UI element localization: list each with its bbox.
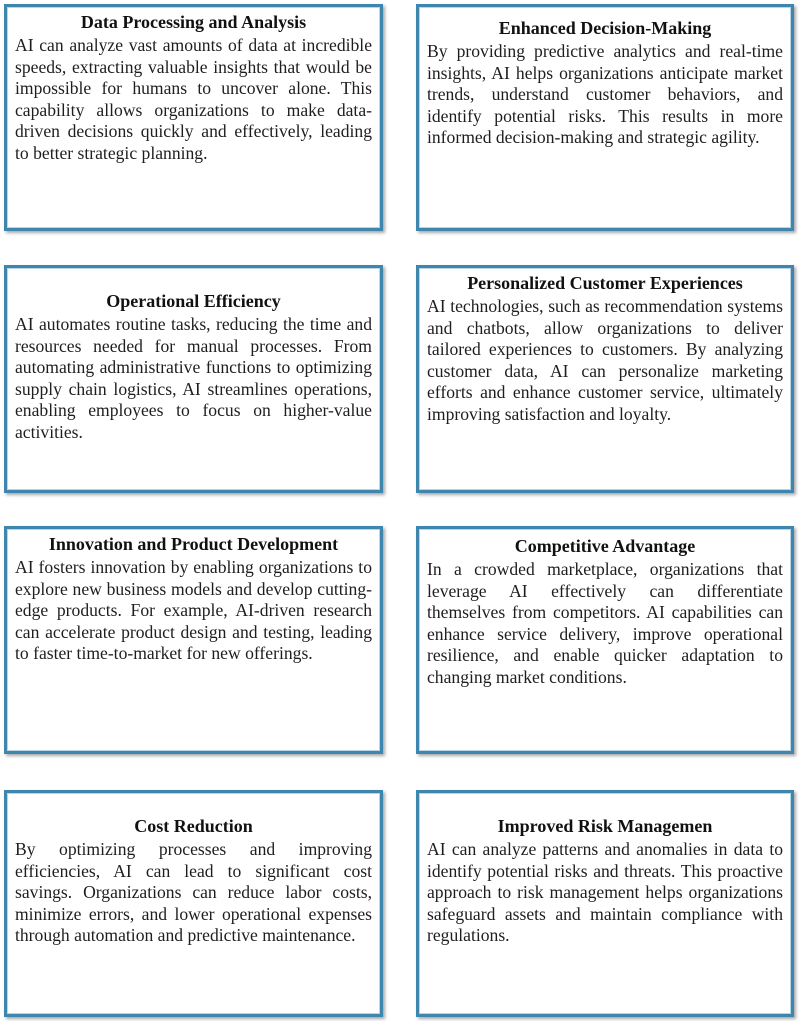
card-operational-efficiency [4,265,383,493]
card-innovation [4,526,383,754]
card-title: Data Processing and Analysis [80,12,307,32]
card-customer-experiences [416,265,794,493]
card-body: AI fosters innovation by enabling organizations to explore new business models and develop cutting-edge products. For example, AI-driven research can accelerate product design and testing, leading to faster time-to-market for new offerings. [15,557,372,664]
card-title: Operational Efficiency [106,291,281,311]
card-cost-reduction [4,790,383,1017]
card-decision-making [416,4,794,231]
card-body: AI can analyze patterns and anomalies in data to identify potential risks and threats. This proactive approach to risk management helps organizations safeguard assets and maintain compliance with regulations. [427,839,783,946]
card-body: In a crowded marketplace, organizations that leverage AI effectively can differentiate themselves from competitors. AI capabilities can enhance service delivery, improve operational resilience, and enable quicker adaptation to changing market conditions. [427,559,783,687]
card-body: AI technologies, such as recommendation systems and chatbots, allow organizations to deliver tailored experiences to customers. By analyzing customer data, AI can personalize marketing efforts and enhance customer service, ultimately improving satisfaction and loyalty. [427,296,783,424]
card-title: Personalized Customer Experiences [467,273,743,293]
card-body: By optimizing processes and improving efficiencies, AI can lead to significant cost savings. Organizations can reduce labor costs, minimize errors, and lower operational expenses through automation and predictive maintenance. [15,839,372,946]
card-title: Enhanced Decision-Making [498,18,712,38]
card-body: By providing predictive analytics and real-time insights, AI helps organizations anticipate market trends, understand customer behaviors, and identify potential risks. This results in more informed decision-making and strategic agility. [427,41,783,148]
card-title: Cost Reduction [134,816,253,836]
card-title: Improved Risk Managemen [497,816,713,836]
card-data-processing [4,4,383,231]
card-body: AI can analyze vast amounts of data at incredible speeds, extracting valuable insights that would be impossible for humans to uncover alone. This capability allows organizations to make data-driven decisions quickly and effectively, leading to better strategic planning. [15,35,372,163]
card-risk-management [416,790,794,1017]
card-title: Innovation and Product Development [48,534,339,554]
card-title: Competitive Advantage [514,536,696,556]
card-competitive-advantage [416,526,794,754]
card-body: AI automates routine tasks, reducing the time and resources needed for manual processes. From automating administrative functions to optimizing supply chain logistics, AI streamlines operations, enabling employees to focus on higher-value activities. [15,314,372,442]
